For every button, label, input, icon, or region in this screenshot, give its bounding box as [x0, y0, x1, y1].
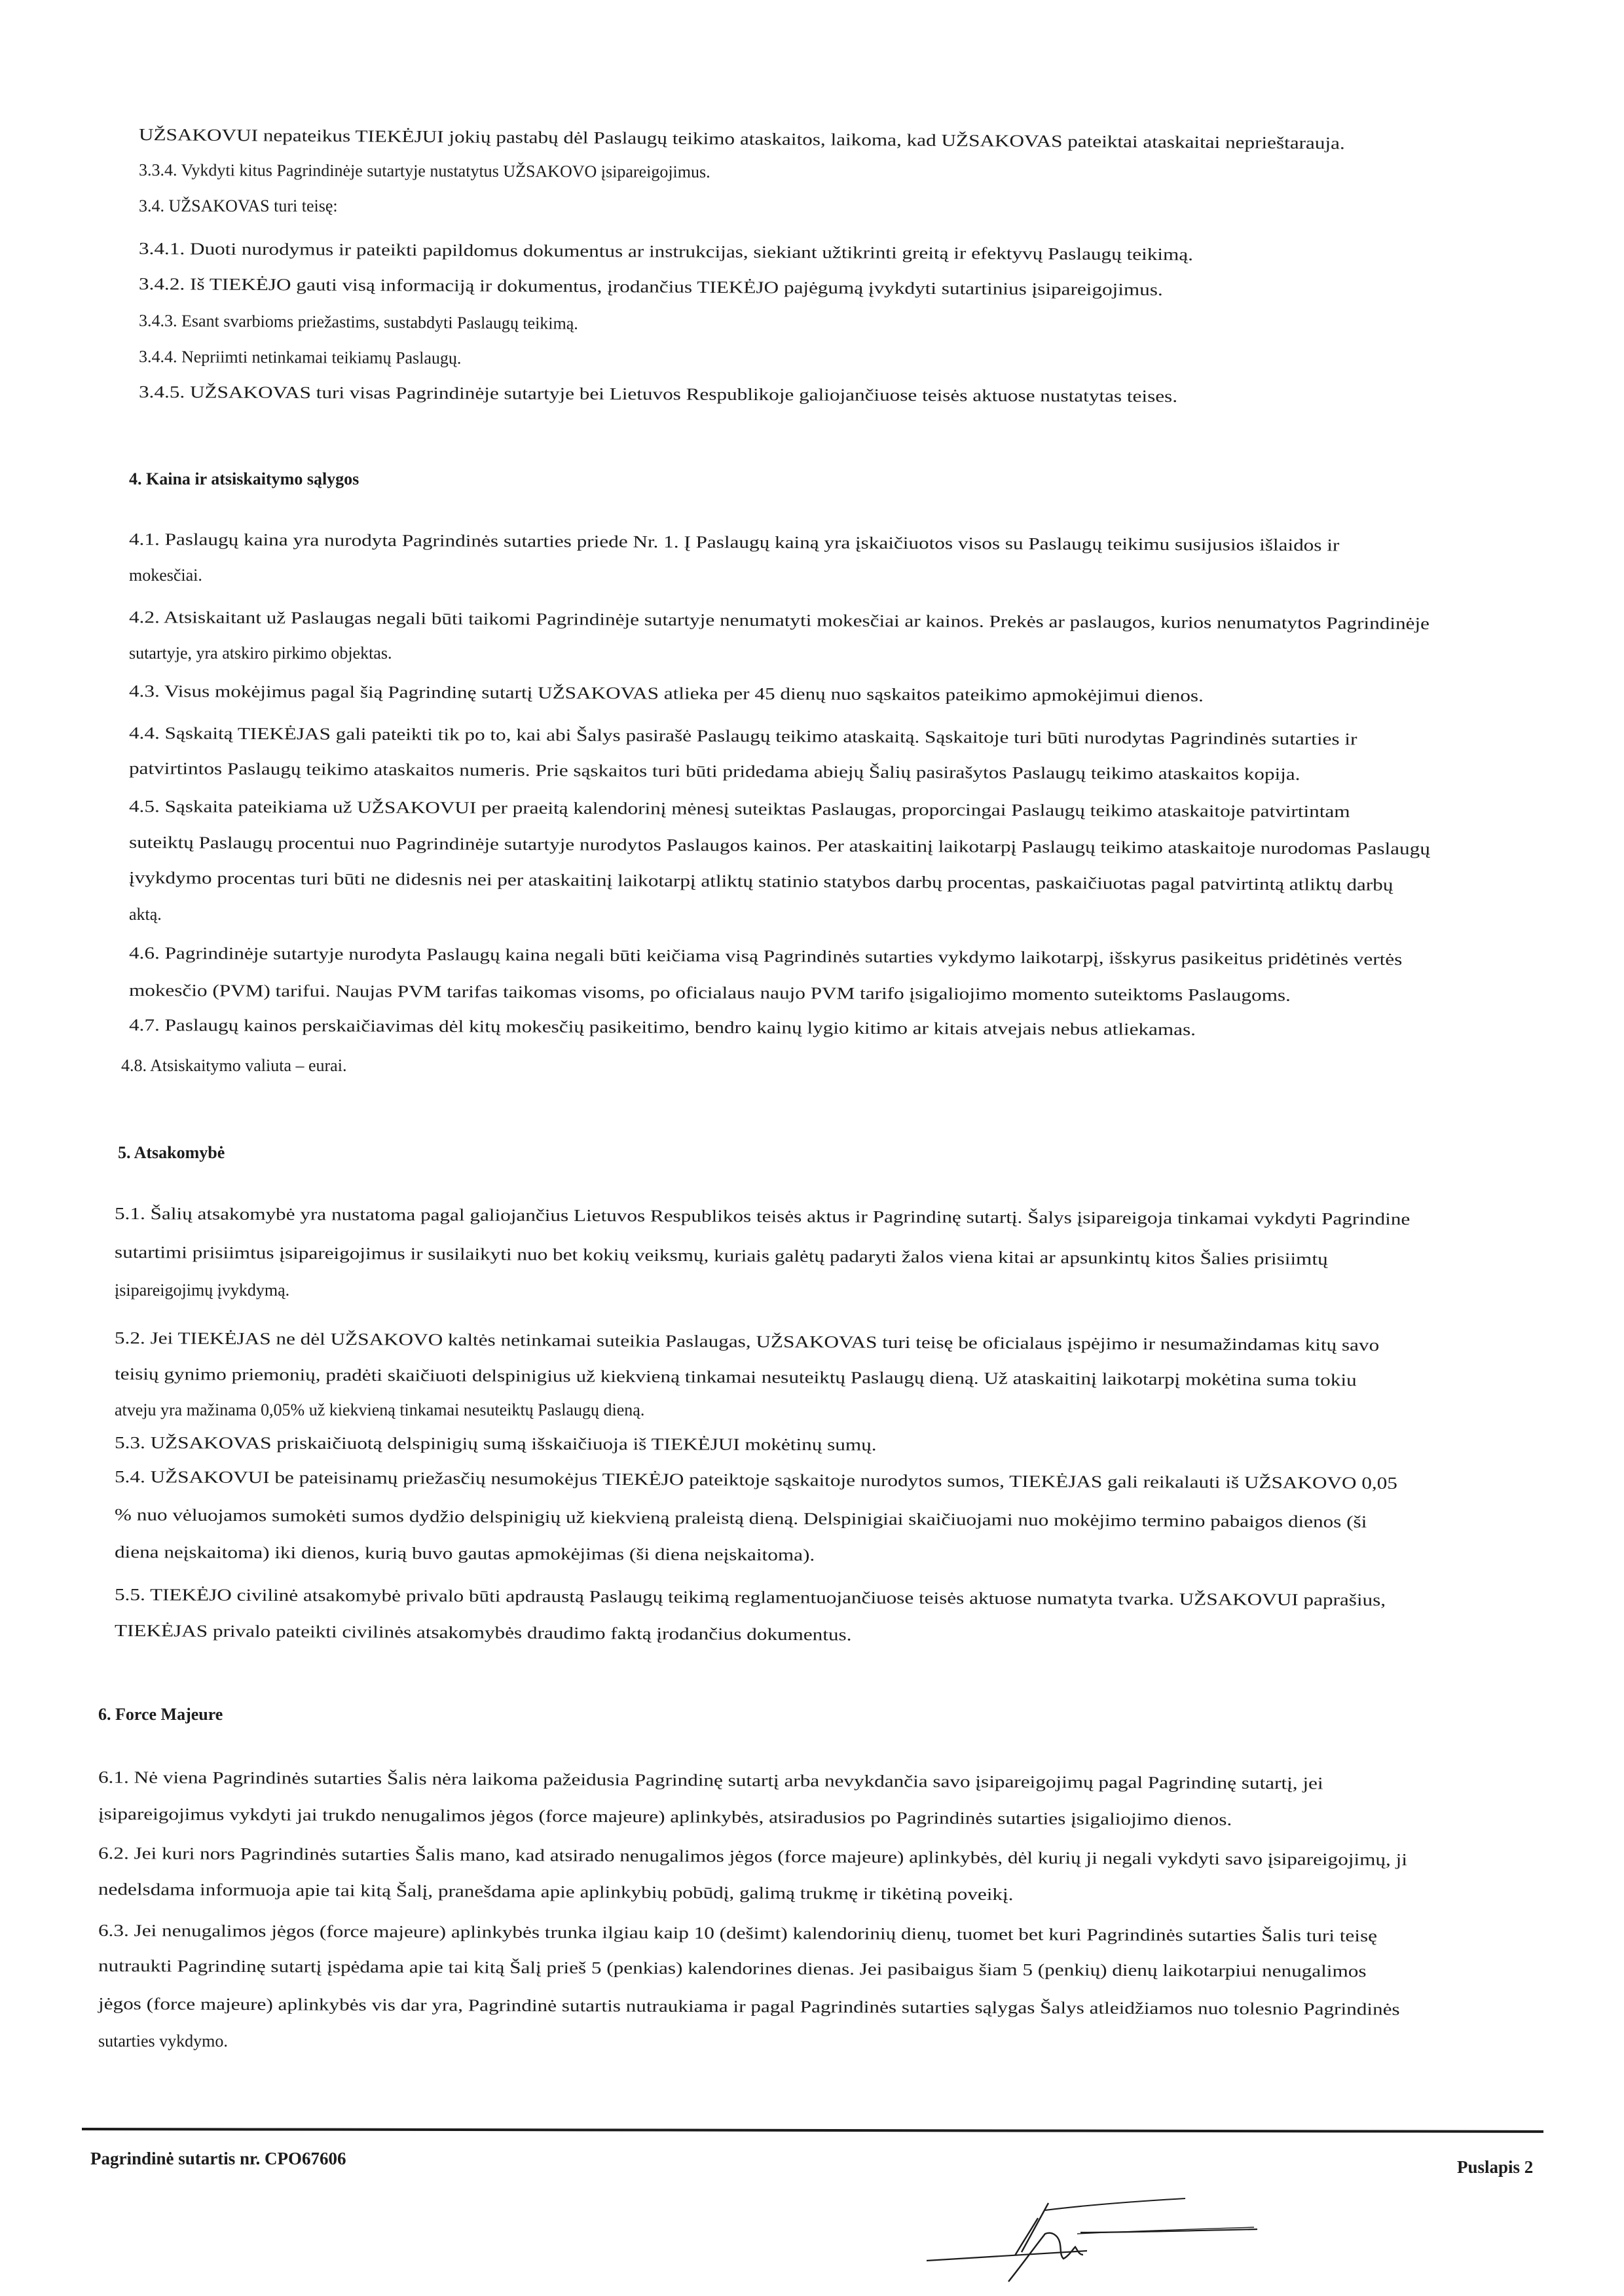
body-text-line: suteiktų Paslaugų procentui nuo Pagrindinėje sutartyje nurodytos Paslaugos kainos. Per ataskaitinį laikotarpį Paslaugų teikimo ataskaitoje nurodomas Paslaugų	[128, 833, 1431, 859]
body-text-line: 3.4. UŽSAKOVAS turi teisę:	[139, 196, 338, 215]
body-text-line: 3.4.1. Duoti nurodymus ir pateikti papildomus dokumentus ar instrukcijas, siekiant užtikrinti greitą ir efektyvų Paslaugų teikimą.	[138, 239, 1194, 264]
body-text-line: atveju yra mažinama 0,05% už kiekvieną tinkamai nesuteiktų Paslaugų dieną.	[115, 1400, 645, 1419]
body-text-line: įsipareigojimus vykdyti jai trukdo nenugalimos jėgos (force majeure) aplinkybės, atsiradusios po Pagrindinės sutarties įsigaliojimo dienos.	[98, 1804, 1232, 1829]
footer-contract-number: Pagrindinė sutartis nr. CPO67606	[90, 2149, 346, 2168]
body-text-line: 4.5. Sąskaita pateikiama už UŽSAKOVUI per praeitą kalendorinį mėnesį suteiktas Paslaugas, proporcingai Paslaugų teikimo ataskaitoje patvirtintam	[128, 797, 1350, 822]
footer-page-number: Puslapis 2	[1457, 2157, 1534, 2177]
body-text-line: sutarties vykdymo.	[98, 2032, 228, 2050]
body-text-line: 3.4.4. Nepriimti netinkamai teikiamų Paslaugų.	[138, 347, 462, 368]
body-text-line: 4.8. Atsiskaitymo valiuta – eurai.	[121, 1056, 347, 1075]
section-heading: 5. Atsakomybė	[118, 1143, 225, 1162]
body-text-line: % nuo vėluojamos sumokėti sumos dydžio delspinigių už kiekvieną praleistą dieną. Delspinigiai skaičiuojami nuo mokėjimo termino pabaigos dienos (ši	[114, 1505, 1367, 1532]
body-text-line: teisių gynimo priemonių, pradėti skaičiuoti delspinigius už kiekvieną tinkamai nesuteiktų Paslaugų dieną. Už ataskaitinį laikotarpį mokėtina suma tokiu	[114, 1364, 1357, 1390]
body-text-line: 4.4. Sąskaitą TIEKĖJAS gali pateikti tik po to, kai abi Šalys pasirašė Paslaugų teikimo ataskaitą. Sąskaitoje turi būti nurodytas Pagrindinės sutarties ir	[128, 723, 1357, 749]
signature-image	[923, 2187, 1264, 2285]
body-text-line: 5.2. Jei TIEKĖJAS ne dėl UŽSAKOVO kaltės netinkamai suteikia Paslaugas, UŽSAKOVAS turi teisę be oficialaus įspėjimo ir nesumažindamas kitų savo	[114, 1328, 1380, 1355]
body-text-line: 6.2. Jei kuri nors Pagrindinės sutarties Šalis mano, kad atsirado nenugalimos jėgos (force majeure) aplinkybės, dėl kurių ji negali vykdyti savo įsipareigojimų, ji	[98, 1844, 1408, 1870]
body-text-line: patvirtintos Paslaugų teikimo ataskaitos numeris. Prie sąskaitos turi būti pridedama abiejų Šalių pasirašytos Paslaugų teikimo ataskaitos kopija.	[128, 759, 1301, 784]
body-text-line: 4.6. Pagrindinėje sutartyje nurodyta Paslaugų kaina negali būti keičiama visą Pagrindinės sutarties vykdymo laikotarpį, išskyrus pasikeitus pridėtinės vertės	[128, 943, 1403, 969]
body-text-line: nedelsdama informuoja apie tai kitą Šalį, pranešdama apie aplinkybių pobūdį, galimą trukmę ir tikėtiną poveikį.	[98, 1880, 1014, 1904]
body-text-line: aktą.	[129, 905, 162, 924]
body-text-line: mokesčiai.	[129, 566, 202, 585]
body-text-line: 4.2. Atsiskaitant už Paslaugas negali būti taikomi Pagrindinėje sutartyje nenumatyti mokesčiai ar kainos. Prekės ar paslaugos, kurios nenumatytos Pagrindinėje	[128, 608, 1430, 634]
body-text-line: nutraukti Pagrindinę sutartį įspėdama apie tai kitą Šalį prieš 5 (penkias) kalendorines dienas. Jei pasibaigus šiam 5 (penkių) dienų laikotarpiui nenugalimos	[98, 1956, 1367, 1981]
body-text-line: įvykdymo procentas turi būti ne didesnis nei per ataskaitinį laikotarpį atliktų statinio statybos darbų procentas, paskaičiuotas pagal patvirtintą atliktų darbų	[128, 868, 1393, 895]
body-text-line: UŽSAKOVUI nepateikus TIEKĖJUI jokių pastabų dėl Paslaugų teikimo ataskaitos, laikoma, kad UŽSAKOVAS pateiktai ataskaitai neprieštarauja.	[138, 125, 1345, 153]
body-text-line: 5.3. UŽSAKOVAS priskaičiuotą delspinigių sumą išskaičiuoja iš TIEKĖJUI mokėtinų sumų.	[114, 1433, 877, 1455]
footer-divider	[82, 2128, 1543, 2133]
body-text-line: 5.4. UŽSAKOVUI be pateisinamų priežasčių nesumokėjus TIEKĖJO pateiktoje sąskaitoje nurodytos sumos, TIEKĖJAS gali reikalauti iš UŽSAKOVO 0,05	[114, 1467, 1398, 1493]
body-text-line: 5.5. TIEKĖJO civilinė atsakomybė privalo būti apdraustą Paslaugų teikimą reglamentuojančiuose teisės aktuose numatyta tvarka. UŽSAKOVUI paprašius,	[114, 1585, 1386, 1610]
section-heading: 6. Force Majeure	[98, 1705, 223, 1724]
body-text-line: sutartyje, yra atskiro pirkimo objektas.	[129, 644, 392, 663]
body-text-line: 4.3. Visus mokėjimus pagal šią Pagrindinę sutartį UŽSAKOVAS atlieka per 45 dienų nuo sąskaitos pateikimo apmokėjimui dienos.	[128, 682, 1204, 706]
body-text-line: TIEKĖJAS privalo pateikti civilinės atsakomybės draudimo faktą įrodančius dokumentus.	[114, 1621, 852, 1645]
body-text-line: diena neįskaitoma) iki dienos, kurią buvo gautas apmokėjimas (ši diena neįskaitoma).	[114, 1542, 815, 1565]
body-text-line: 3.4.3. Esant svarbioms priežastims, sustabdyti Paslaugų teikimą.	[138, 311, 578, 333]
body-text-line: 3.3.4. Vykdyti kitus Pagrindinėje sutartyje nustatytus UŽSAKOVO įsipareigojimus.	[138, 160, 710, 182]
body-text-line: 3.4.2. Iš TIEKĖJO gauti visą informaciją ir dokumentus, įrodančius TIEKĖJO pajėgumą įvykdyti sutartinius įsipareigojimus.	[138, 274, 1163, 300]
body-text-line: 3.4.5. UŽSAKOVAS turi visas Pagrindinėje sutartyje bei Lietuvos Respublikoje galiojančiuose teisės aktuose nustatytas teises.	[138, 382, 1178, 406]
body-text-line: jėgos (force majeure) aplinkybės vis dar yra, Pagrindinė sutartis nutraukiama ir pagal Pagrindinės sutarties sąlygas Šalys atleidžiamos nuo tolesnio Pagrindinės	[98, 1994, 1400, 2019]
body-text-line: 4.7. Paslaugų kainos perskaičiavimas dėl kitų mokesčių pasikeitimo, bendro kainų lygio kitimo ar kitais atvejais nebus atliekamas.	[128, 1015, 1196, 1040]
body-text-line: mokesčio (PVM) tarifui. Naujas PVM tarifas taikomas visoms, po oficialaus naujo PVM tarifo įsigaliojimo momento suteiktoms Paslaugoms.	[128, 981, 1291, 1005]
body-text-line: 6.3. Jei nenugalimos jėgos (force majeure) aplinkybės trunka ilgiau kaip 10 (dešimt) kalendorinių dienų, tuomet bet kuri Pagrindinės sutarties Šalis turi teisę	[98, 1921, 1378, 1946]
body-text-line: 5.1. Šalių atsakomybė yra nustatoma pagal galiojančius Lietuvos Respublikos teisės aktus ir Pagrindinę sutartį. Šalys įsipareigoja tinkamai vykdyti Pagrindine	[114, 1204, 1411, 1229]
body-text-line: 4.1. Paslaugų kaina yra nurodyta Pagrindinės sutarties priede Nr. 1. Į Paslaugų kainą yra įskaičiuotos visos su Paslaugų teikimu susijusios išlaidos ir	[128, 530, 1340, 555]
body-text-line: įsipareigojimų įvykdymą.	[115, 1281, 290, 1300]
body-text-line: sutartimi prisiimtus įsipareigojimus ir susilaikyti nuo bet kokių veiksmų, kuriais galėtų padaryti žalos viena kitai ar apsunkintų kitos Šalies prisiimtų	[114, 1243, 1328, 1269]
body-text-line: 6.1. Nė viena Pagrindinės sutarties Šalis nėra laikoma pažeidusia Pagrindinę sutartį arba nevykdančia savo įsipareigojimų pagal Pagrindinę sutartį, jei	[98, 1768, 1323, 1793]
section-heading: 4. Kaina ir atsiskaitymo sąlygos	[129, 469, 360, 488]
